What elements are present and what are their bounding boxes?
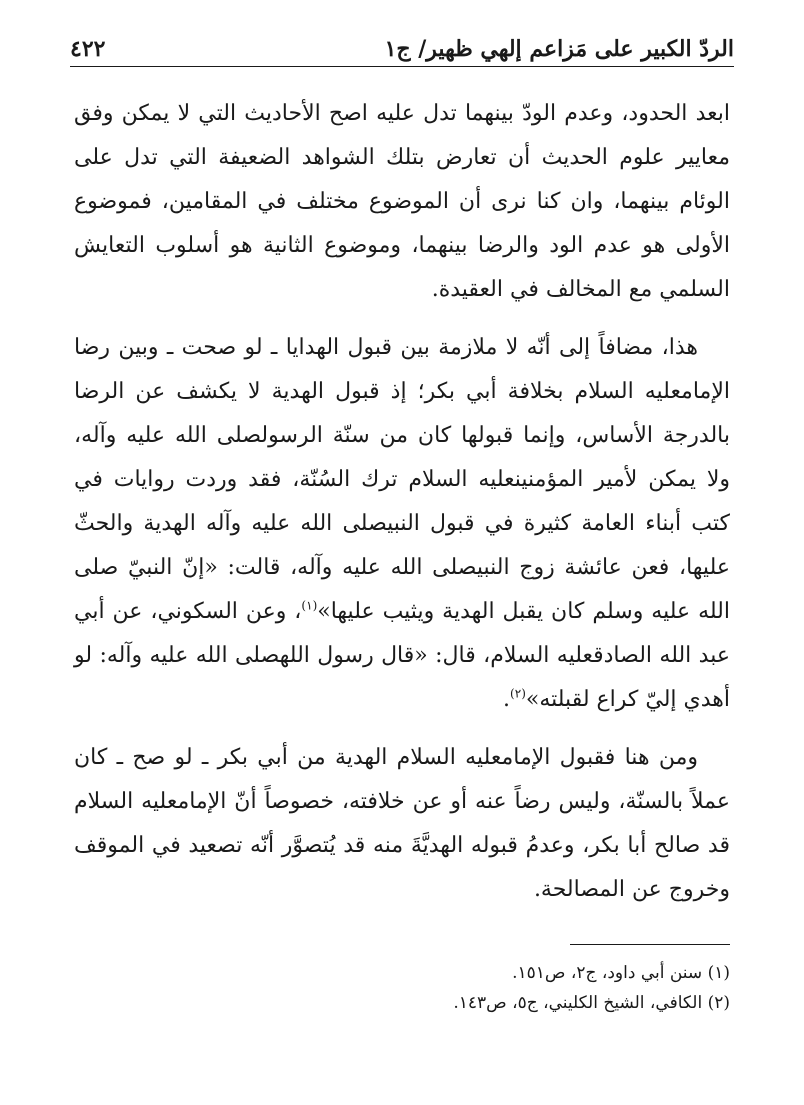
footnote-mark-1[interactable]: (١): [301, 598, 318, 613]
paragraph-2-part-3: .: [503, 687, 511, 712]
footnotes: [74, 958, 730, 1018]
body-text: [74, 92, 730, 926]
footnote-1: (١) سنن أبي داود، ج٢، ص١٥١.: [512, 963, 730, 983]
paragraph-3: ومن هنا فقبول الإمامعليه السلام الهدية من أبي بكر ـ لو صح ـ كان عملاً بالسنّة، وليس رضاً عنه أو عن خلافته، خصوصاً أنّ الإمامعليه السلام قد صالح أبا بكر، وعدمُ قبوله الهديَّةَ منه قد يُتصوَّر أنّه تصعيد في الموقف وخروج عن المصالحة.: [74, 745, 730, 902]
paragraph-2-part-2: ، وعن السكوني، عن أبي عبد الله الصادقعليه السلام، قال: «قال رسول اللهصلى الله عليه وآله: لو أهدي إليّ كراع لقبلته»: [74, 599, 730, 712]
footnote-2: (٢) الكافي، الشيخ الكليني، ج٥، ص١٤٣.: [453, 993, 730, 1013]
paragraph-2-part-1: هذا، مضافاً إلى أنّه لا ملازمة بين قبول الهدايا ـ لو صحت ـ وبين رضا الإمامعليه السلام بخلافة أبي بكر؛ إذ قبول الهدية لا يكشف عن الرضا بالدرجة الأساس، وإنما قبولها كان من سنّة الرسولصلى الله عليه وآله، ولا يمكن لأمير المؤمنينعليه السلام ترك السُنّة، فقد وردت روايات في كتب أبناء العامة كثيرة في قبول النبيصلى الله عليه وآله الهدية والحثّ عليها، فعن عائشة زوج النبيصلى الله عليه وآله، قالت: «إنّ النبيّ صلى الله عليه وسلم كان يقبل الهدية ويثيب عليها»: [74, 335, 730, 624]
running-head: [70, 22, 734, 62]
paragraph-1: ابعد الحدود، وعدم الودّ بينهما تدل عليه اصح الأحاديث التي لا يمكن وفق معايير علوم الحديث أن تعارض بتلك الشواهد الضعيفة التي تدل على الوئام بينهما، وان كنا نرى أن الموضوع مختلف في المقامين، فموضوع الأولى هو عدم الود والرضا بينهما، وموضوع الثانية هو أسلوب التعايش السلمي مع المخالف في العقيدة.: [74, 101, 730, 302]
paragraph-2: [74, 326, 730, 722]
footnote-rule: [570, 944, 730, 945]
header-rule: [70, 66, 734, 67]
footnote-mark-2[interactable]: (٢): [510, 686, 526, 701]
running-title: الردّ الكبير على مَزاعم إلهي ظهير/ ج١: [384, 36, 734, 62]
page-number: ٤٢٢: [70, 36, 106, 62]
